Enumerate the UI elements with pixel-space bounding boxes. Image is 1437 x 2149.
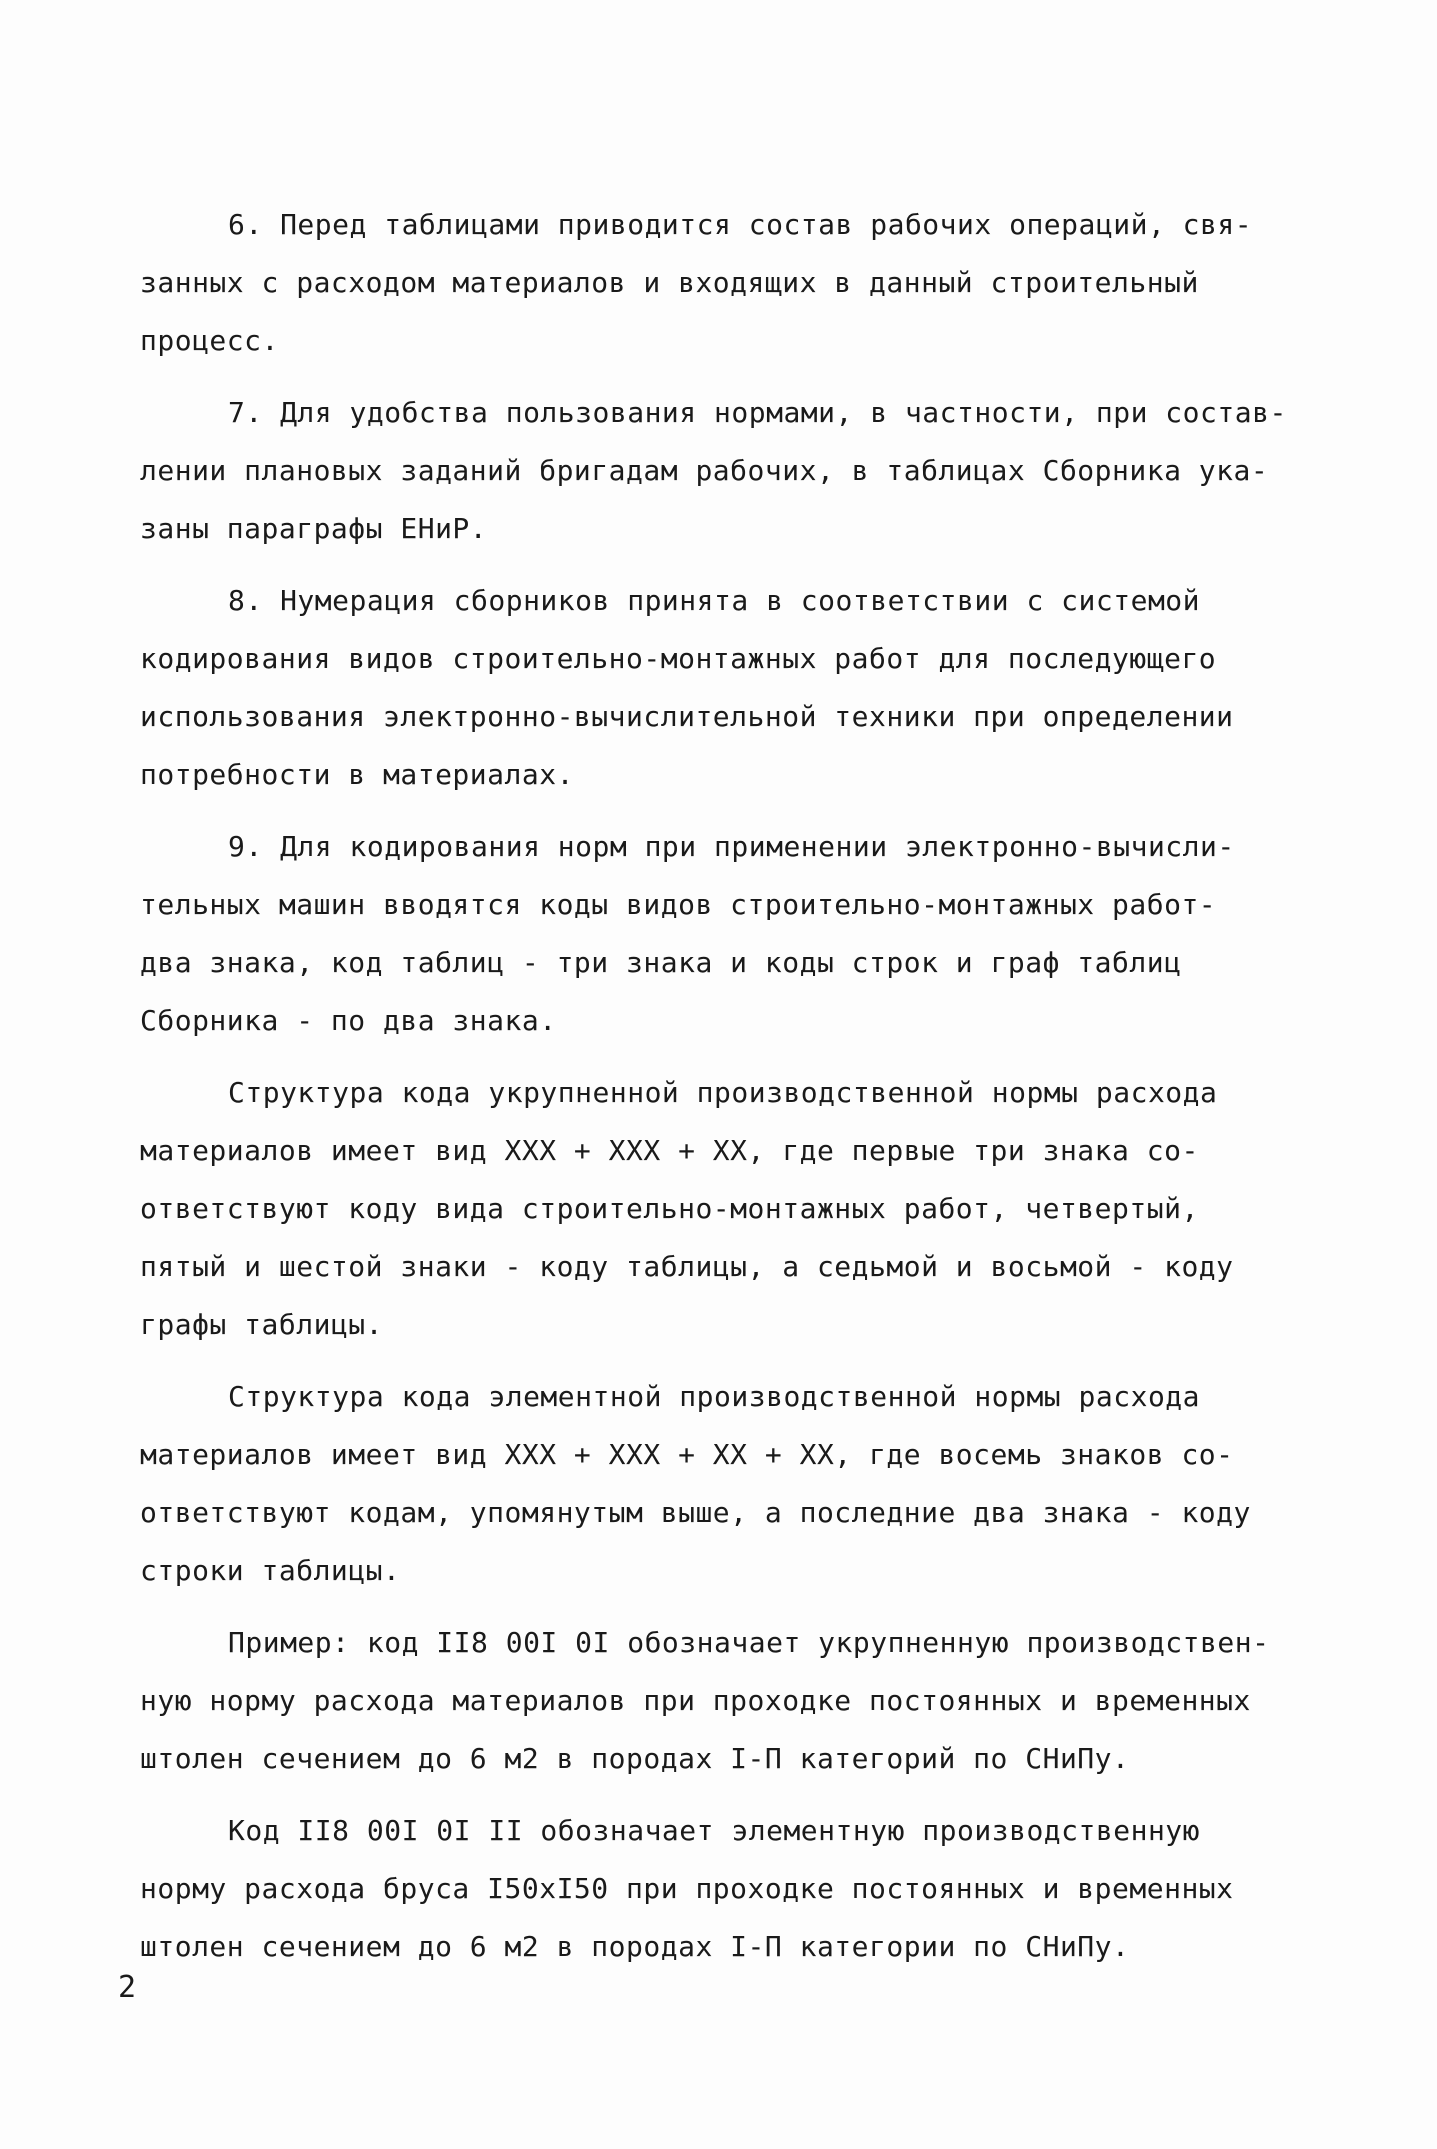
- text-line: штолен сечением до 6 м2 в породах I-П категорий по СНиПу.: [140, 1742, 1130, 1775]
- text-line: Структура кода укрупненной производственной нормы расхода: [228, 1076, 1218, 1109]
- paragraph-6: [140, 196, 1310, 370]
- text-line: ответствуют кодам, упомянутым выше, а последние два знака - коду: [140, 1496, 1251, 1529]
- text-line: графы таблицы.: [140, 1308, 384, 1341]
- text-line: 6. Перед таблицами приводится состав рабочих операций, свя-: [228, 208, 1253, 241]
- text-line: лении плановых заданий бригадам рабочих, в таблицах Сборника ука-: [140, 454, 1269, 487]
- text-line: заны параграфы ЕНиР.: [140, 512, 488, 545]
- paragraph-9: [140, 818, 1310, 1050]
- text-line: норму расхода бруса I50xI50 при проходке постоянных и временных: [140, 1872, 1234, 1905]
- paragraph-example: [140, 1614, 1310, 1788]
- text-line: занных с расходом материалов и входящих в данный строительный: [140, 266, 1199, 299]
- text-line: кодирования видов строительно-монтажных работ для последующего: [140, 642, 1217, 675]
- text-line: материалов имеет вид XXX + XXX + XX, где первые три знака со-: [140, 1134, 1199, 1167]
- text-line: два знака, код таблиц - три знака и коды строк и граф таблиц: [140, 946, 1182, 979]
- text-line: использования электронно-вычислительной техники при определении: [140, 700, 1234, 733]
- text-line: 9. Для кодирования норм при применении электронно-вычисли-: [228, 830, 1235, 863]
- paragraph-code-example: [140, 1802, 1310, 1976]
- page-number: 2: [118, 1970, 137, 2005]
- paragraph-8: [140, 572, 1310, 804]
- text-line: 7. Для удобства пользования нормами, в частности, при состав-: [228, 396, 1287, 429]
- text-line: пятый и шестой знаки - коду таблицы, а седьмой и восьмой - коду: [140, 1250, 1234, 1283]
- text-line: штолен сечением до 6 м2 в породах I-П категории по СНиПу.: [140, 1930, 1130, 1963]
- text-line: 8. Нумерация сборников принята в соответствии с системой: [228, 584, 1201, 617]
- body-text: [140, 196, 1310, 1976]
- text-line: материалов имеет вид XXX + XXX + XX + XX, где восемь знаков со-: [140, 1438, 1234, 1471]
- text-line: процесс.: [140, 324, 279, 357]
- text-line: тельных машин вводятся коды видов строительно-монтажных работ-: [140, 888, 1217, 921]
- paragraph-7: [140, 384, 1310, 558]
- text-line: ную норму расхода материалов при проходке постоянных и временных: [140, 1684, 1251, 1717]
- text-line: строки таблицы.: [140, 1554, 401, 1587]
- text-line: ответствуют коду вида строительно-монтажных работ, четвертый,: [140, 1192, 1199, 1225]
- text-line: Сборника - по два знака.: [140, 1004, 557, 1037]
- text-line: Пример: код II8 00I 0I обозначает укрупненную производствен-: [228, 1626, 1270, 1659]
- text-line: Структура кода элементной производственной нормы расхода: [228, 1380, 1201, 1413]
- paragraph-element-code-structure: [140, 1368, 1310, 1600]
- text-line: Код II8 00I 0I II обозначает элементную производственную: [228, 1814, 1201, 1847]
- text-line: потребности в материалах.: [140, 758, 574, 791]
- paragraph-enlarged-code-structure: [140, 1064, 1310, 1354]
